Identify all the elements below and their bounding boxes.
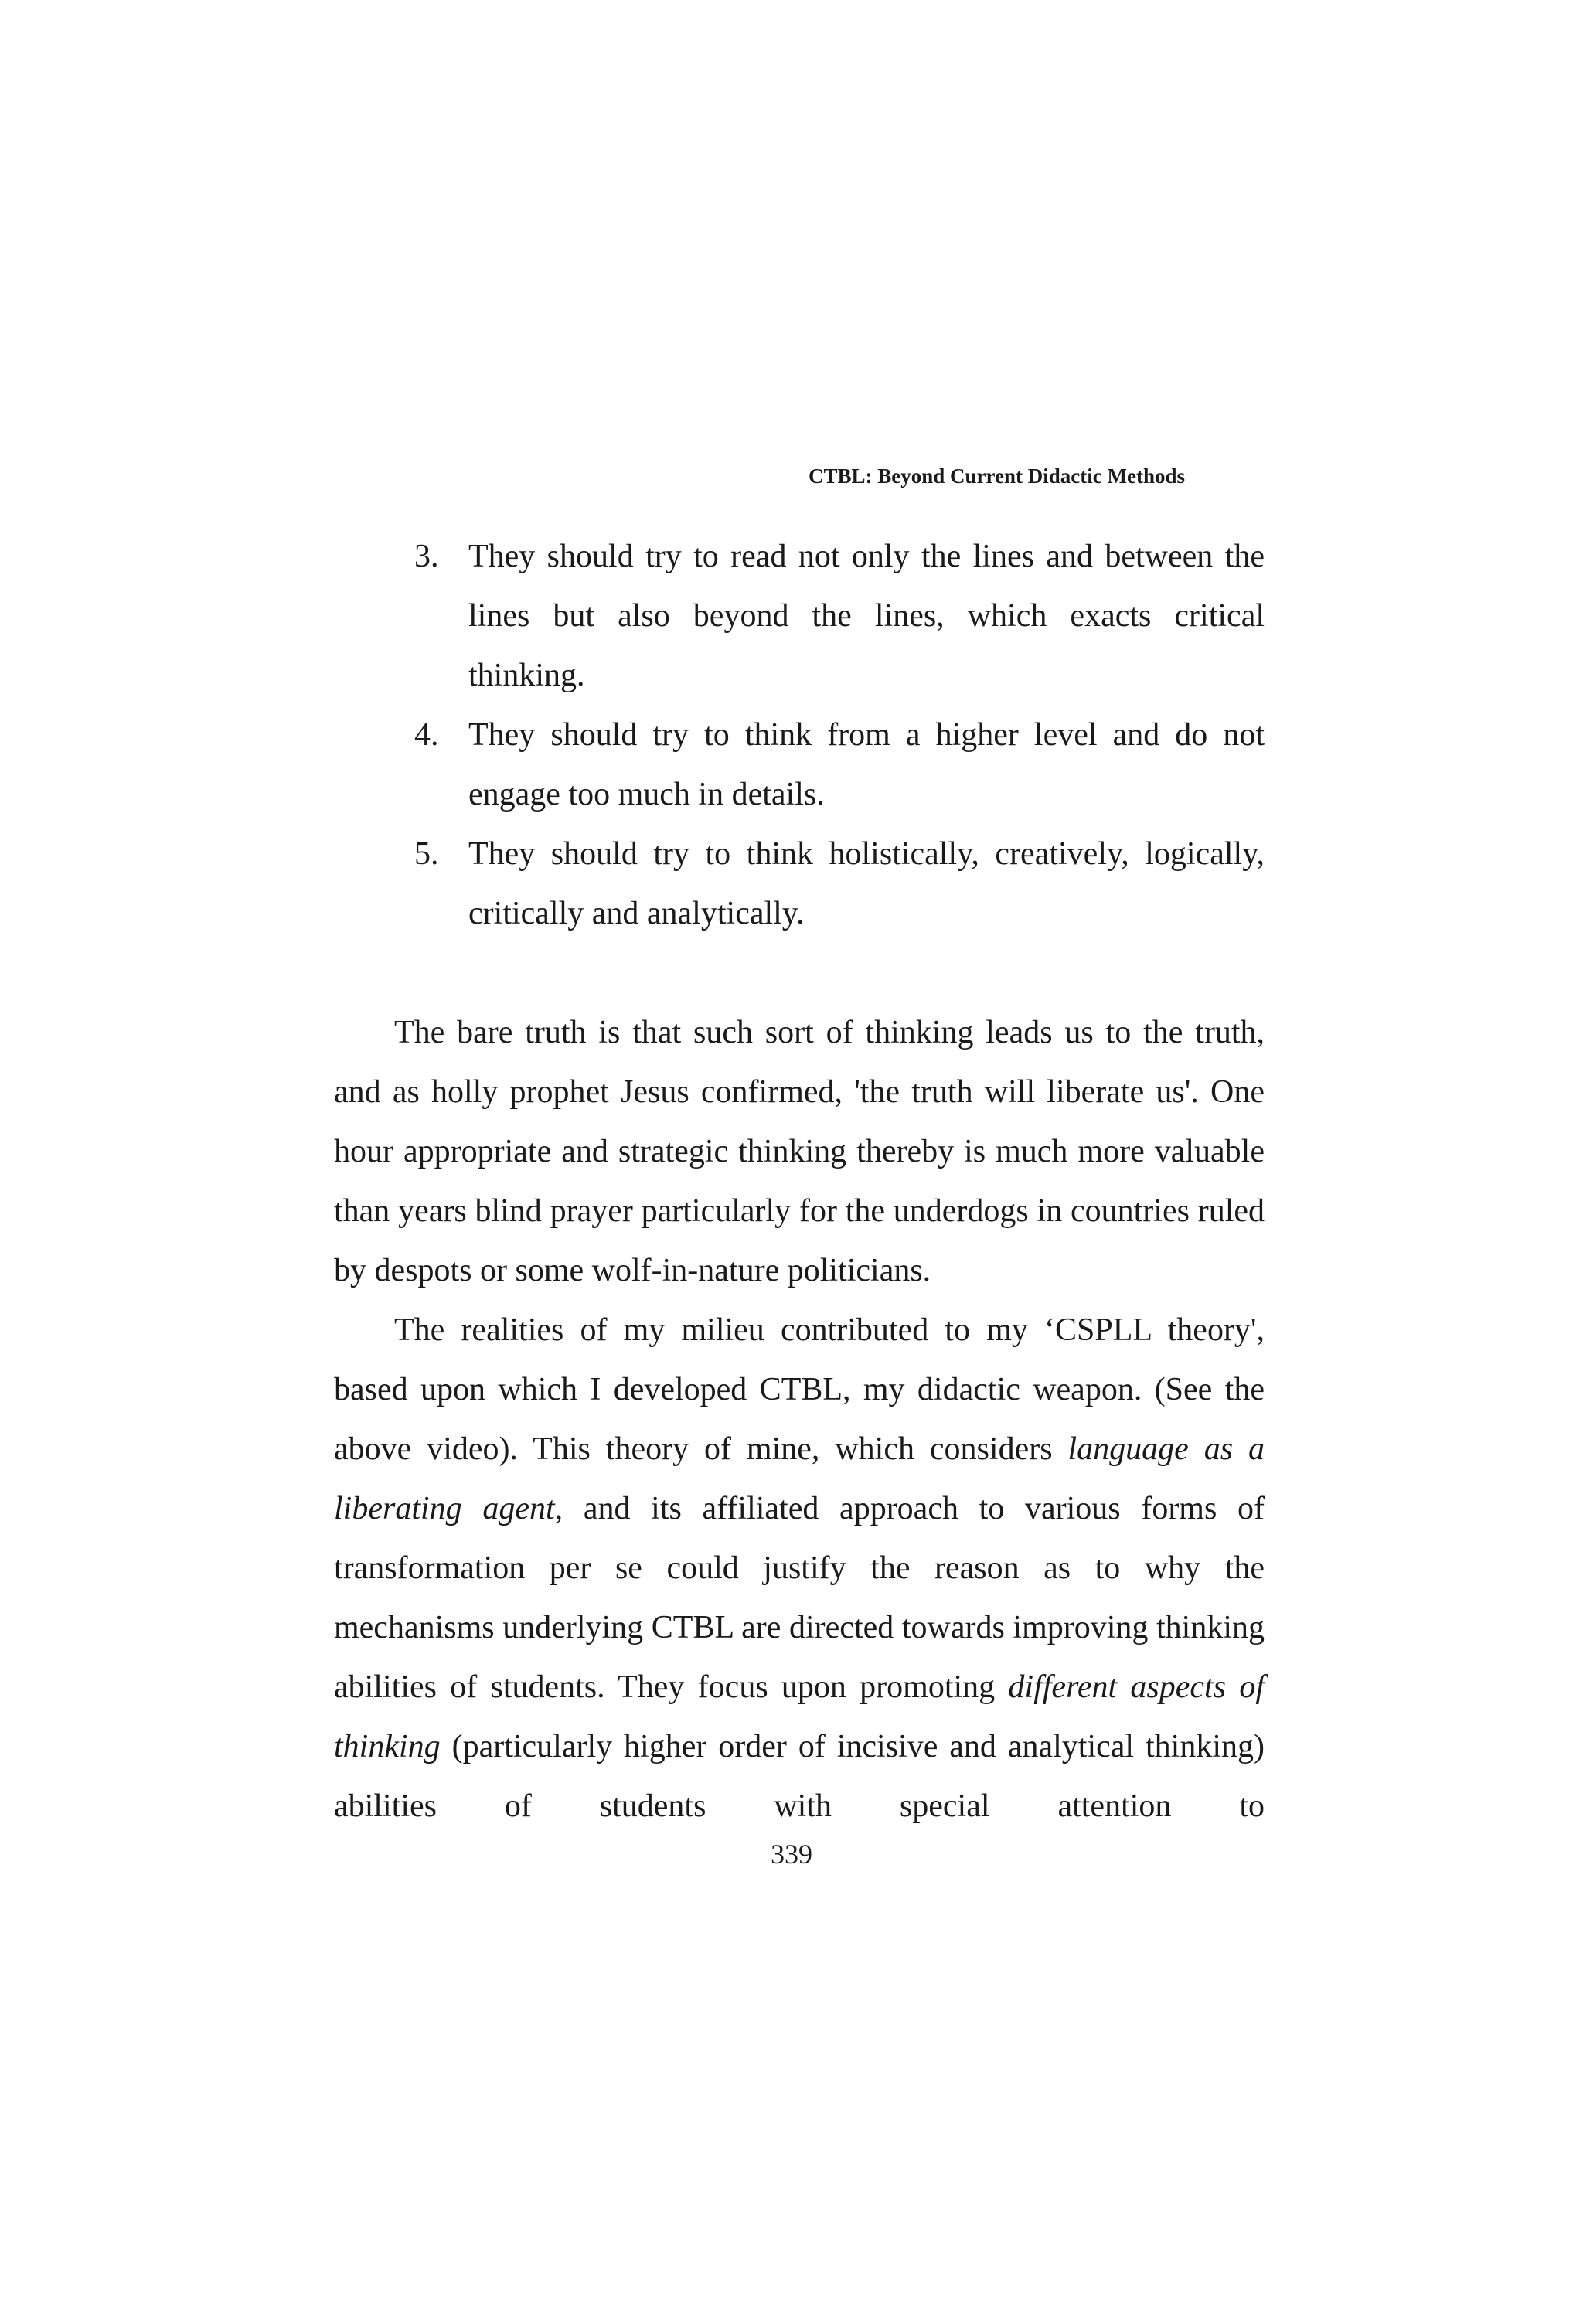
list-item-text: They should try to read not only the lines and between the lines but also beyond the lines, which exacts critical thinking. [468,539,1265,693]
list-item [414,527,1265,706]
list-item [414,825,1265,944]
list-item-number: 5. [414,836,439,872]
paragraph-text: , and its affiliated approach to various forms of transformation per se could justify the reason as to why the mechanisms underlying CTBL are directed towards improving thinking abilities of students. They focus upon promoting [334,1491,1265,1705]
numbered-list [414,527,1265,944]
body-text [334,1003,1265,1836]
list-item-number: 4. [414,717,439,753]
list-item [414,706,1265,825]
paragraph-text: (particularly higher order of incisive and analytical thinking) abilities of students with special attention to [334,1729,1265,1824]
paragraph-cspll-theory [334,1301,1265,1836]
paragraph-truth: The bare truth is that such sort of thinking leads us to the truth, and as holly prophet Jesus confirmed, 'the truth will liberate us'. One hour appropriate and strategic thinking thereby is much more valuable than years blind prayer particularly for the underdogs in countries ruled by despots or some wolf-in-nature politicians. [334,1015,1265,1288]
list-item-text: They should try to think from a higher level and do not engage too much in details. [468,717,1265,812]
list-item-text: They should try to think holistically, creatively, logically, critically and analytically. [468,836,1265,931]
emphasis-aspects-thinking: different aspects of thinking [334,1669,1265,1764]
page-number: 339 [771,1839,812,1870]
emphasis-language-agent: language as a liberating agent [334,1431,1265,1526]
running-header: CTBL: Beyond Current Didactic Methods [809,464,1186,488]
list-item-number: 3. [414,539,439,574]
paragraph-text: The realities of my milieu contributed to my ‘CSPLL theory', based upon which I developed CTBL, my didactic weapon. (See the above video). This theory of mine, which considers [334,1312,1265,1467]
